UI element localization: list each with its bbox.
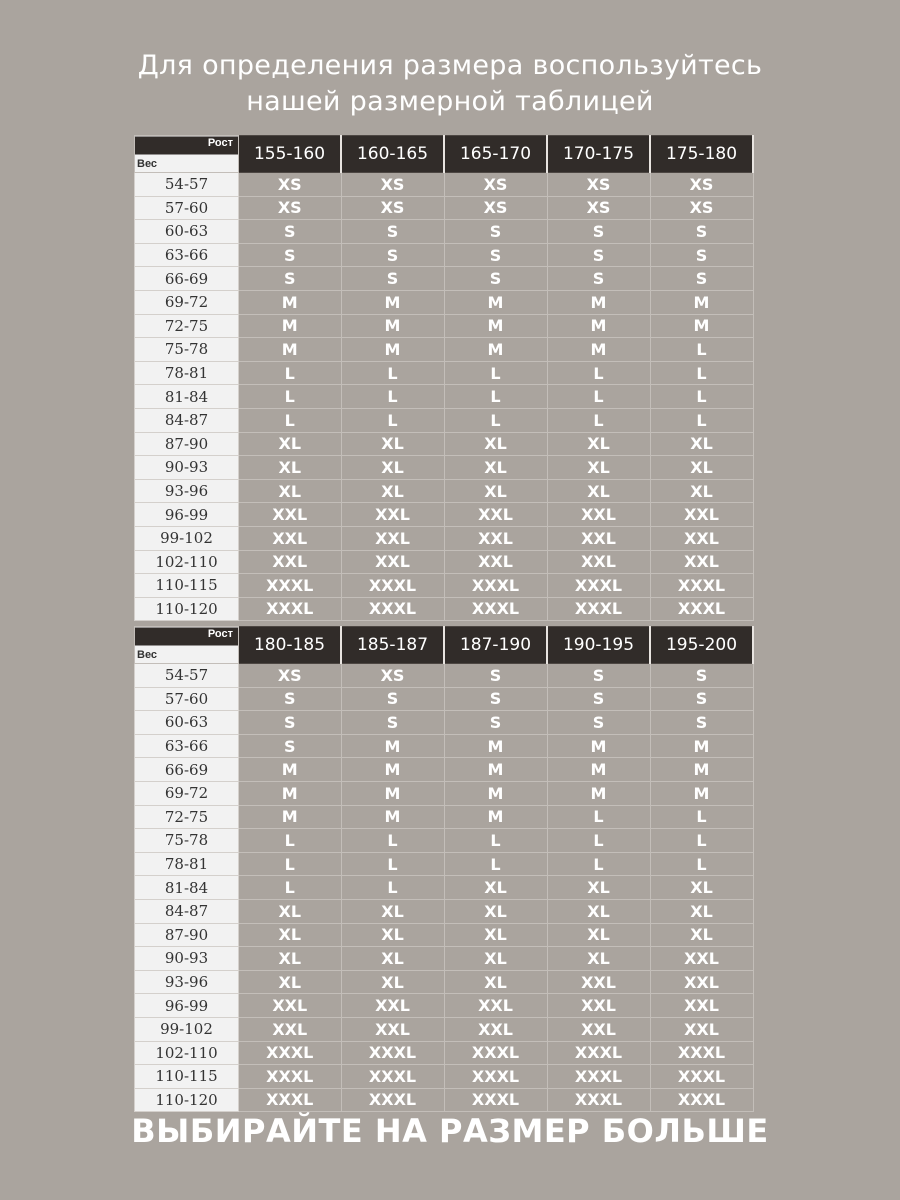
- size-cell: M: [547, 758, 650, 782]
- size-cell: M: [547, 734, 650, 758]
- table-row: [135, 220, 754, 244]
- table-row: [135, 432, 754, 456]
- size-cell: L: [547, 361, 650, 385]
- size-cell: XS: [341, 173, 444, 197]
- size-cell: XS: [239, 664, 342, 688]
- height-range-header: 185-187: [341, 627, 444, 664]
- size-cell: XXL: [650, 947, 753, 971]
- size-cell: XXXL: [650, 597, 753, 621]
- size-cell: XS: [547, 173, 650, 197]
- size-cell: XL: [239, 947, 342, 971]
- size-cell: S: [444, 687, 547, 711]
- size-cell: XS: [547, 196, 650, 220]
- size-cell: L: [444, 829, 547, 853]
- size-cell: XL: [239, 899, 342, 923]
- weight-range-cell: 69-72: [135, 781, 239, 805]
- height-range-header: 170-175: [547, 136, 650, 173]
- size-cell: XXXL: [341, 597, 444, 621]
- table-corner: [135, 627, 239, 664]
- size-cell: L: [650, 408, 753, 432]
- size-cell: S: [239, 243, 342, 267]
- size-cell: XXL: [547, 1017, 650, 1041]
- size-cell: XXXL: [547, 597, 650, 621]
- size-cell: XXL: [341, 503, 444, 527]
- size-cell: XL: [444, 479, 547, 503]
- size-cell: XS: [341, 664, 444, 688]
- weight-range-cell: 110-120: [135, 597, 239, 621]
- weight-range-cell: 87-90: [135, 432, 239, 456]
- weight-range-cell: 90-93: [135, 947, 239, 971]
- size-cell: XXXL: [239, 1088, 342, 1112]
- size-cell: XXXL: [547, 1088, 650, 1112]
- size-cell: M: [547, 781, 650, 805]
- size-cell: L: [341, 408, 444, 432]
- size-cell: XXXL: [650, 1088, 753, 1112]
- weight-range-cell: 110-115: [135, 574, 239, 598]
- size-cell: L: [444, 852, 547, 876]
- size-table-2: [134, 626, 754, 1112]
- size-cell: M: [239, 290, 342, 314]
- size-cell: XXL: [547, 970, 650, 994]
- table-row: [135, 829, 754, 853]
- size-cell: XL: [650, 456, 753, 480]
- size-cell: XL: [341, 899, 444, 923]
- size-table-1: [134, 135, 754, 621]
- size-cell: S: [547, 664, 650, 688]
- table-row: [135, 574, 754, 598]
- size-cell: L: [341, 829, 444, 853]
- table-header-row: [135, 136, 754, 173]
- size-cell: L: [239, 876, 342, 900]
- table-row: [135, 994, 754, 1018]
- size-cell: XL: [547, 947, 650, 971]
- height-range-header: 165-170: [444, 136, 547, 173]
- table-row: [135, 876, 754, 900]
- size-cell: S: [650, 711, 753, 735]
- weight-range-cell: 99-102: [135, 526, 239, 550]
- weight-range-cell: 87-90: [135, 923, 239, 947]
- table-row: [135, 734, 754, 758]
- size-cell: XL: [444, 432, 547, 456]
- size-cell: XL: [239, 923, 342, 947]
- size-cell: S: [444, 664, 547, 688]
- size-cell: XXL: [444, 550, 547, 574]
- size-cell: M: [444, 805, 547, 829]
- size-cell: M: [650, 734, 753, 758]
- size-cell: L: [239, 385, 342, 409]
- table-row: [135, 970, 754, 994]
- size-cell: L: [444, 408, 547, 432]
- size-cell: XXXL: [239, 574, 342, 598]
- intro-line-2: нашей размерной таблицей: [246, 86, 654, 117]
- size-cell: XS: [341, 196, 444, 220]
- table-row: [135, 385, 754, 409]
- size-cell: XL: [650, 876, 753, 900]
- size-cell: XL: [547, 899, 650, 923]
- size-cell: S: [547, 687, 650, 711]
- size-cell: S: [341, 220, 444, 244]
- size-cell: XL: [444, 876, 547, 900]
- size-cell: XXL: [650, 526, 753, 550]
- size-cell: M: [444, 338, 547, 362]
- table-row: [135, 852, 754, 876]
- size-cell: M: [239, 781, 342, 805]
- size-cell: XXXL: [239, 597, 342, 621]
- weight-range-cell: 66-69: [135, 267, 239, 291]
- size-cell: XXXL: [444, 1088, 547, 1112]
- table-corner: [135, 136, 239, 173]
- size-cell: M: [341, 758, 444, 782]
- size-cell: S: [650, 664, 753, 688]
- size-cell: XL: [650, 923, 753, 947]
- size-cell: L: [341, 385, 444, 409]
- size-cell: XXL: [547, 526, 650, 550]
- table-row: [135, 1065, 754, 1089]
- table-row: [135, 550, 754, 574]
- size-advice-banner: ВЫБИРАЙТЕ НА РАЗМЕР БОЛЬШЕ: [131, 1112, 769, 1150]
- weight-axis-label: Вес: [137, 158, 158, 170]
- weight-range-cell: 72-75: [135, 314, 239, 338]
- table-row: [135, 456, 754, 480]
- size-cell: M: [444, 314, 547, 338]
- table-row: [135, 196, 754, 220]
- size-cell: XXL: [341, 526, 444, 550]
- table-header-row: [135, 627, 754, 664]
- size-cell: M: [444, 290, 547, 314]
- size-cell: XXL: [444, 994, 547, 1018]
- table-row: [135, 1088, 754, 1112]
- size-cell: XL: [444, 899, 547, 923]
- size-cell: XL: [444, 456, 547, 480]
- table-row: [135, 1041, 754, 1065]
- weight-range-cell: 54-57: [135, 173, 239, 197]
- table-row: [135, 805, 754, 829]
- size-cell: XXL: [650, 503, 753, 527]
- size-cell: L: [444, 385, 547, 409]
- weight-range-cell: 84-87: [135, 899, 239, 923]
- size-cell: M: [444, 781, 547, 805]
- size-cell: S: [239, 711, 342, 735]
- size-cell: S: [239, 267, 342, 291]
- weight-range-cell: 63-66: [135, 243, 239, 267]
- weight-range-cell: 99-102: [135, 1017, 239, 1041]
- size-cell: M: [341, 314, 444, 338]
- size-cell: XL: [341, 947, 444, 971]
- size-cell: XXXL: [239, 1065, 342, 1089]
- weight-range-cell: 93-96: [135, 970, 239, 994]
- size-cell: XXXL: [547, 1041, 650, 1065]
- weight-range-cell: 81-84: [135, 385, 239, 409]
- size-cell: XXL: [650, 1017, 753, 1041]
- size-cell: S: [547, 711, 650, 735]
- intro-line-1: Для определения размера воспользуйтесь: [137, 50, 763, 81]
- size-cell: XS: [239, 173, 342, 197]
- size-cell: S: [444, 243, 547, 267]
- table-row: [135, 758, 754, 782]
- size-cell: XS: [444, 173, 547, 197]
- size-cell: S: [547, 267, 650, 291]
- size-cell: L: [547, 408, 650, 432]
- size-cell: XXL: [444, 503, 547, 527]
- size-cell: XL: [239, 432, 342, 456]
- weight-range-cell: 69-72: [135, 290, 239, 314]
- size-cell: S: [341, 687, 444, 711]
- size-cell: XL: [547, 923, 650, 947]
- size-cell: XXL: [547, 503, 650, 527]
- weight-range-cell: 54-57: [135, 664, 239, 688]
- weight-range-cell: 75-78: [135, 829, 239, 853]
- height-axis-label: Рост: [207, 628, 233, 640]
- size-cell: M: [650, 314, 753, 338]
- size-cell: XL: [341, 970, 444, 994]
- size-cell: XXXL: [444, 597, 547, 621]
- size-cell: M: [239, 314, 342, 338]
- size-cell: S: [341, 711, 444, 735]
- table-row: [135, 711, 754, 735]
- weight-range-cell: 81-84: [135, 876, 239, 900]
- size-cell: M: [547, 290, 650, 314]
- size-cell: M: [341, 805, 444, 829]
- size-cell: M: [547, 338, 650, 362]
- size-cell: M: [444, 758, 547, 782]
- size-cell: XL: [650, 899, 753, 923]
- weight-range-cell: 57-60: [135, 196, 239, 220]
- size-cell: XXL: [239, 526, 342, 550]
- size-cell: XXXL: [547, 574, 650, 598]
- table-row: [135, 781, 754, 805]
- size-cell: L: [650, 852, 753, 876]
- weight-range-cell: 78-81: [135, 361, 239, 385]
- size-cell: M: [341, 781, 444, 805]
- size-cell: L: [547, 852, 650, 876]
- weight-range-cell: 60-63: [135, 220, 239, 244]
- size-cell: S: [239, 220, 342, 244]
- size-cell: L: [547, 385, 650, 409]
- size-cell: L: [650, 385, 753, 409]
- size-cell: S: [444, 220, 547, 244]
- height-range-header: 160-165: [341, 136, 444, 173]
- size-cell: XL: [547, 479, 650, 503]
- size-cell: XXL: [239, 550, 342, 574]
- height-range-header: 187-190: [444, 627, 547, 664]
- size-cell: L: [239, 852, 342, 876]
- size-cell: L: [650, 805, 753, 829]
- size-cell: M: [239, 338, 342, 362]
- size-cell: L: [650, 361, 753, 385]
- size-cell: XXXL: [341, 574, 444, 598]
- size-cell: S: [239, 734, 342, 758]
- size-cell: XXXL: [444, 1065, 547, 1089]
- size-cell: XXL: [547, 550, 650, 574]
- height-range-header: 195-200: [650, 627, 753, 664]
- height-range-header: 190-195: [547, 627, 650, 664]
- height-range-header: 155-160: [239, 136, 342, 173]
- weight-range-cell: 110-120: [135, 1088, 239, 1112]
- size-cell: XXL: [341, 1017, 444, 1041]
- size-cell: S: [444, 711, 547, 735]
- size-cell: XS: [239, 196, 342, 220]
- size-cell: S: [239, 687, 342, 711]
- size-cell: XXL: [650, 970, 753, 994]
- size-cell: M: [444, 734, 547, 758]
- weight-range-cell: 96-99: [135, 503, 239, 527]
- table-row: [135, 947, 754, 971]
- table-row: [135, 923, 754, 947]
- size-cell: M: [650, 781, 753, 805]
- size-cell: L: [239, 361, 342, 385]
- weight-range-cell: 60-63: [135, 711, 239, 735]
- size-cell: XXL: [239, 994, 342, 1018]
- weight-range-cell: 84-87: [135, 408, 239, 432]
- size-cell: L: [650, 338, 753, 362]
- size-cell: XS: [650, 196, 753, 220]
- size-cell: XXL: [650, 994, 753, 1018]
- weight-range-cell: 102-110: [135, 550, 239, 574]
- size-cell: XXL: [444, 526, 547, 550]
- size-cell: XS: [444, 196, 547, 220]
- table-row: [135, 267, 754, 291]
- weight-range-cell: 90-93: [135, 456, 239, 480]
- size-cell: XL: [341, 432, 444, 456]
- table-row: [135, 899, 754, 923]
- size-cell: XXXL: [444, 1041, 547, 1065]
- table-row: [135, 664, 754, 688]
- size-cell: XXXL: [444, 574, 547, 598]
- size-cell: M: [650, 758, 753, 782]
- size-cell: S: [650, 243, 753, 267]
- size-cell: L: [239, 829, 342, 853]
- size-cell: XL: [239, 970, 342, 994]
- size-cell: XXXL: [341, 1088, 444, 1112]
- size-cell: XXL: [239, 1017, 342, 1041]
- size-cell: XL: [341, 456, 444, 480]
- size-cell: XXXL: [341, 1065, 444, 1089]
- size-cell: S: [547, 243, 650, 267]
- size-cell: S: [650, 220, 753, 244]
- weight-range-cell: 102-110: [135, 1041, 239, 1065]
- height-range-header: 180-185: [239, 627, 342, 664]
- height-axis-label: Рост: [207, 137, 233, 149]
- table-row: [135, 314, 754, 338]
- size-cell: S: [650, 687, 753, 711]
- size-cell: M: [341, 734, 444, 758]
- weight-range-cell: 78-81: [135, 852, 239, 876]
- size-cell: M: [547, 314, 650, 338]
- size-cell: M: [341, 290, 444, 314]
- size-cell: XXL: [547, 994, 650, 1018]
- size-cell: XL: [547, 876, 650, 900]
- size-cell: L: [444, 361, 547, 385]
- size-cell: L: [547, 805, 650, 829]
- size-cell: XL: [650, 432, 753, 456]
- size-cell: M: [341, 338, 444, 362]
- table-row: [135, 338, 754, 362]
- size-cell: XL: [444, 923, 547, 947]
- size-cell: M: [650, 290, 753, 314]
- size-cell: L: [341, 852, 444, 876]
- size-cell: XL: [444, 970, 547, 994]
- table-row: [135, 173, 754, 197]
- size-cell: S: [341, 267, 444, 291]
- size-cell: XL: [341, 923, 444, 947]
- weight-range-cell: 110-115: [135, 1065, 239, 1089]
- size-cell: S: [547, 220, 650, 244]
- intro-text: [0, 48, 900, 120]
- table-row: [135, 526, 754, 550]
- size-cell: S: [650, 267, 753, 291]
- size-cell: XXXL: [341, 1041, 444, 1065]
- height-range-header: 175-180: [650, 136, 753, 173]
- table-row: [135, 479, 754, 503]
- table-row: [135, 290, 754, 314]
- size-cell: S: [341, 243, 444, 267]
- size-cell: XXL: [239, 503, 342, 527]
- weight-axis-label: Вес: [137, 649, 158, 661]
- size-cell: XXL: [650, 550, 753, 574]
- size-cell: XL: [444, 947, 547, 971]
- weight-range-cell: 93-96: [135, 479, 239, 503]
- weight-range-cell: 72-75: [135, 805, 239, 829]
- size-cell: L: [341, 876, 444, 900]
- size-cell: XS: [650, 173, 753, 197]
- size-cell: S: [444, 267, 547, 291]
- weight-range-cell: 57-60: [135, 687, 239, 711]
- table-row: [135, 687, 754, 711]
- table-row: [135, 243, 754, 267]
- size-cell: XXL: [341, 550, 444, 574]
- size-cell: L: [341, 361, 444, 385]
- size-cell: XL: [239, 479, 342, 503]
- size-cell: XXXL: [650, 1065, 753, 1089]
- table-row: [135, 408, 754, 432]
- size-cell: XXL: [341, 994, 444, 1018]
- table-row: [135, 361, 754, 385]
- size-cell: XL: [341, 479, 444, 503]
- weight-range-cell: 63-66: [135, 734, 239, 758]
- table-row: [135, 503, 754, 527]
- size-cell: XXXL: [650, 574, 753, 598]
- table-row: [135, 1017, 754, 1041]
- weight-range-cell: 75-78: [135, 338, 239, 362]
- size-cell: M: [239, 758, 342, 782]
- size-cell: XL: [547, 432, 650, 456]
- size-cell: L: [239, 408, 342, 432]
- weight-range-cell: 96-99: [135, 994, 239, 1018]
- size-cell: XXXL: [239, 1041, 342, 1065]
- size-cell: XXXL: [650, 1041, 753, 1065]
- size-cell: XL: [239, 456, 342, 480]
- size-cell: XXL: [444, 1017, 547, 1041]
- size-cell: XL: [547, 456, 650, 480]
- size-cell: L: [547, 829, 650, 853]
- size-cell: M: [239, 805, 342, 829]
- size-cell: XL: [650, 479, 753, 503]
- weight-range-cell: 66-69: [135, 758, 239, 782]
- size-cell: XXXL: [547, 1065, 650, 1089]
- table-row: [135, 597, 754, 621]
- size-cell: L: [650, 829, 753, 853]
